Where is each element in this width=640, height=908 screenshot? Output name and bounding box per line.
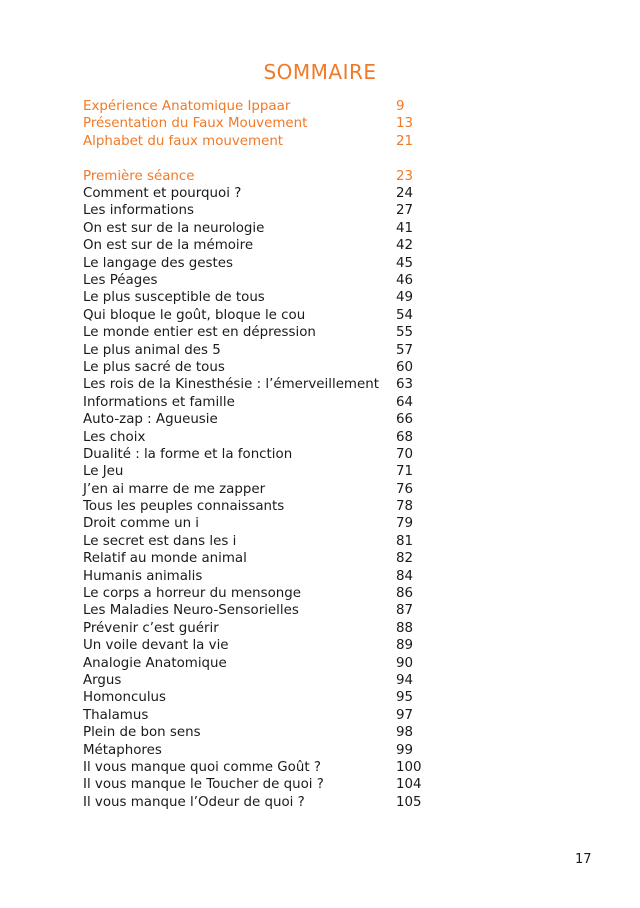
- toc-entry: [83, 498, 443, 515]
- toc-entry-label: Qui bloque le goût, bloque le cou: [83, 307, 306, 323]
- toc-entry-page: 81: [396, 533, 414, 549]
- toc-entry-label: Alphabet du faux mouvement: [83, 133, 284, 149]
- toc-entry: [83, 689, 443, 706]
- toc-entry-page: 76: [396, 481, 414, 497]
- toc-entry-page: 94: [396, 673, 414, 688]
- toc-entry-label: Auto-zap : Agueusie: [83, 412, 218, 428]
- toc-entry-label: Le secret est dans les i: [83, 533, 237, 549]
- toc-entry-label: Les rois de la Kinesthésie : l’émerveillement: [83, 377, 379, 393]
- toc-entry-page: 98: [396, 725, 414, 741]
- toc-entry-page: 66: [396, 412, 414, 428]
- toc-entry-label: Il vous manque le Toucher de quoi ?: [83, 777, 324, 793]
- toc-entry: [83, 620, 443, 637]
- toc-entry: [83, 533, 443, 550]
- toc-entry: [83, 342, 443, 359]
- toc-entry: [83, 794, 443, 811]
- toc-entry-label: Expérience Anatomique Ippaar: [83, 99, 291, 114]
- toc-entry-page: 100: [396, 759, 422, 775]
- toc-entry-page: 70: [396, 446, 414, 462]
- toc-entry-label: Informations et famille: [83, 394, 235, 410]
- toc-entry: [83, 272, 443, 289]
- toc-entry-label: Il vous manque quoi comme Goût ?: [83, 759, 321, 775]
- toc-entry-page: 21: [396, 133, 414, 149]
- toc-entry: [83, 742, 443, 759]
- toc-entry-page: 9: [396, 99, 405, 114]
- toc-entry-page: 23: [396, 168, 414, 184]
- toc-entry: [83, 463, 443, 480]
- toc-entry: [83, 255, 443, 272]
- toc-entry-label: J’en ai marre de me zapper: [83, 481, 266, 497]
- toc-entry-page: 64: [396, 394, 414, 410]
- toc-entry-page: 87: [396, 603, 414, 619]
- toc-entry: [83, 307, 443, 324]
- toc-entry-label: Le plus sacré de tous: [83, 359, 225, 375]
- toc-entry: [83, 237, 443, 254]
- toc-entry-page: 79: [396, 516, 414, 532]
- toc-entry-page: 82: [396, 551, 414, 567]
- toc-entry: [83, 637, 443, 654]
- toc-entry-page: 78: [396, 499, 414, 515]
- toc-entry-label: Droit comme un i: [83, 516, 200, 532]
- toc-entry: [83, 202, 443, 219]
- toc-entry-page: 84: [396, 568, 414, 584]
- toc-entry-page: 46: [396, 273, 414, 289]
- toc-entry-label: Analogie Anatomique: [83, 655, 227, 671]
- toc-entry-label: Plein de bon sens: [83, 725, 201, 741]
- toc-entry-label: Prévenir c’est guérir: [83, 620, 219, 636]
- toc-entry-label: Dualité : la forme et la fonction: [83, 446, 293, 462]
- toc-entry: [83, 759, 443, 776]
- toc-entry-label: On est sur de la neurologie: [83, 220, 265, 236]
- toc-entry-page: 104: [396, 777, 422, 793]
- toc-entry: [83, 429, 443, 446]
- toc-entry-page: 95: [396, 690, 414, 706]
- toc-entry-page: 13: [396, 116, 414, 132]
- toc-entry: [83, 324, 443, 341]
- chapter-entries: [83, 185, 443, 811]
- page-title: SOMMAIRE: [263, 60, 377, 84]
- toc-entry-label: Tous les peuples connaissants: [83, 499, 285, 515]
- toc-entry-page: 24: [396, 186, 414, 202]
- toc-entry: [83, 585, 443, 602]
- toc-entry-page: 27: [396, 203, 414, 219]
- toc-entry: [83, 550, 443, 567]
- toc-entry-label: Première séance: [83, 168, 195, 184]
- toc-entry-label: Relatif au monde animal: [83, 551, 247, 567]
- toc-entry-page: 97: [396, 707, 414, 723]
- toc-entry-label: Le corps a horreur du mensonge: [83, 586, 302, 602]
- toc-entry: [83, 411, 443, 428]
- toc-entry: [83, 481, 443, 498]
- toc-entry: [83, 289, 443, 306]
- toc-entry: [83, 394, 443, 411]
- toc-entry: [83, 672, 443, 689]
- toc-entry-page: 105: [396, 794, 422, 810]
- toc-entry-page: 88: [396, 620, 414, 636]
- toc-entry-label: Les Péages: [83, 273, 158, 289]
- toc-entry-label: Le Jeu: [83, 464, 124, 480]
- toc-entry-page: 90: [396, 655, 414, 671]
- toc-entry-page: 41: [396, 220, 414, 236]
- toc-entry-label: Le plus susceptible de tous: [83, 290, 265, 306]
- toc-section-heading: [83, 168, 443, 185]
- toc-entry-page: 71: [396, 464, 414, 480]
- toc-entry-label: Métaphores: [83, 742, 162, 758]
- toc-entry-page: 60: [396, 359, 414, 375]
- toc-entry-label: Les choix: [83, 429, 146, 445]
- toc-entry-label: Il vous manque l’Odeur de quoi ?: [83, 794, 305, 810]
- toc-entry: [83, 602, 443, 619]
- toc-entry: [83, 376, 443, 393]
- toc-entry-page: 54: [396, 307, 414, 323]
- toc-entry: [83, 655, 443, 672]
- toc-entry-label: On est sur de la mémoire: [83, 238, 254, 254]
- toc-entry-label: Argus: [83, 673, 122, 688]
- toc-entry-page: 42: [396, 238, 414, 254]
- toc-entry-page: 49: [396, 290, 414, 306]
- toc-entry-label: Thalamus: [83, 707, 149, 723]
- toc-entry-page: 45: [396, 255, 414, 271]
- toc-entry: [83, 707, 443, 724]
- toc-entry-label: Les informations: [83, 203, 194, 219]
- toc-entry-page: 86: [396, 586, 414, 602]
- toc-entry: [83, 220, 443, 237]
- toc-entry-label: Présentation du Faux Mouvement: [83, 116, 308, 132]
- toc-entry-label: Les Maladies Neuro-Sensorielles: [83, 603, 299, 619]
- toc-entry-label: Le plus animal des 5: [83, 342, 221, 358]
- page-number: 17: [575, 852, 592, 867]
- table-of-contents: [83, 98, 443, 811]
- toc-entry: [83, 359, 443, 376]
- toc-entry: [83, 98, 443, 115]
- toc-entry: [83, 446, 443, 463]
- toc-entry-label: Le monde entier est en dépression: [83, 325, 316, 341]
- toc-entry: [83, 724, 443, 741]
- toc-entry-page: 55: [396, 325, 414, 341]
- toc-entry-page: 99: [396, 742, 414, 758]
- toc-entry: [83, 133, 443, 150]
- toc-entry-page: 57: [396, 342, 414, 358]
- intro-entries: [83, 98, 443, 150]
- toc-entry-label: Comment et pourquoi ?: [83, 186, 242, 202]
- toc-entry-page: 63: [396, 377, 414, 393]
- section-gap: [83, 150, 443, 168]
- toc-entry-label: Le langage des gestes: [83, 255, 233, 271]
- toc-entry-label: Un voile devant la vie: [83, 638, 229, 654]
- toc-entry: [83, 185, 443, 202]
- toc-entry-label: Homonculus: [83, 690, 167, 706]
- toc-entry-page: 89: [396, 638, 414, 654]
- toc-entry: [83, 115, 443, 132]
- toc-entry-page: 68: [396, 429, 414, 445]
- toc-entry: [83, 776, 443, 793]
- toc-entry: [83, 568, 443, 585]
- toc-entry: [83, 515, 443, 532]
- toc-entry-label: Humanis animalis: [83, 568, 203, 584]
